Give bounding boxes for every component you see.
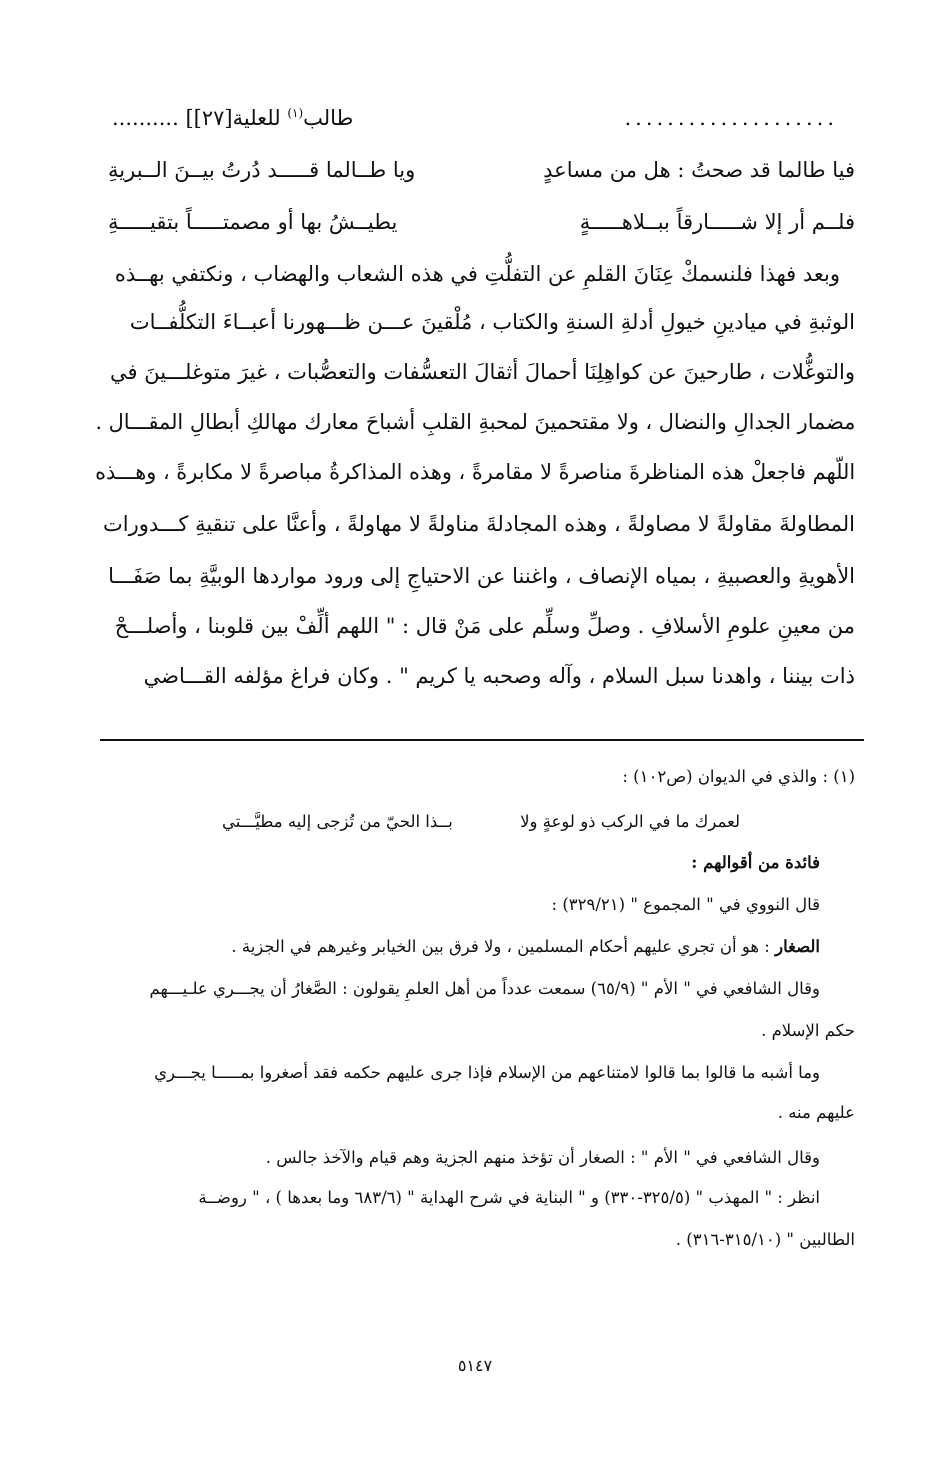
poem-line-2-right: فلــم أر إلا شـــــارقاً ببــلاهـــــةٍ [579,210,855,234]
poem-line-1-right: فيا طالما قد صحتُ : هل من مساعدٍ [543,158,855,182]
paragraph-line-6: المطاولةَ مقاولةً لا مصاولةً ، وهذه المجادلةَ مناولةً لا مهاولةً ، وأعنَّا على تنقيةِ كـــدورات [103,512,855,536]
header-word: طالب [303,106,354,130]
saghar-text: : هو أن تجري عليهم أحكام المسلمين ، ولا فرق بين الخيابر وغيرهم في الجزية . [231,937,770,956]
header-line-left [112,106,353,130]
ashbah-line-a: وما أشبه ما قالوا بما قالوا لامتناعهم من الإسلام فإذا جرى عليهم حكمه فقد أصغروا بمـــــا يجـــري [154,1063,820,1082]
saghar-line [231,937,820,956]
nawawi-line: قال النووي في " المجموع " (٣٢٩/٢١) : [551,895,820,914]
paragraph-line-2: الوثبةِ في ميادينِ خيولِ أدلةِ السنةِ والكتاب ، مُلْقينَ عـــن ظـــهورنا أعبــاءَ التكلُّفــات [129,310,855,334]
paragraph-line-7: الأهويةِ والعصبيةِ ، بمياه الإنصاف ، واغننا عن الاحتياجِ إلى ورود مواردها الوبيَّةِ بما صَفَـــا [108,564,855,588]
page-number: ٥١٤٧ [457,1356,493,1375]
paragraph-line-8: من معينِ علومِ الأسلافِ . وصلِّ وسلِّم على مَنْ قال : " اللهم ألِّفْ بين قلوبنا ، وأصلـــحْ [114,614,855,638]
faida-heading: فائدة من أقوالهم : [691,853,820,872]
header-continuation: للعلية[٢٧]] [185,106,281,130]
header-dots-right: .................... [624,106,838,130]
paragraph-line-1: وبعد فهذا فلنسمكْ عِنَانَ القلمِ عن التفلُّتِ في هذه الشعاب والهضاب ، ونكتفي بهــذه [114,262,840,286]
footnote-mark: (١) [287,106,304,120]
poem-line-1-left: ويا طــالما قـــــد دُرتُ بيــنَ الــبريةِ [108,158,416,182]
shafii-line-2: وقال الشافعي في " الأم " : الصغار أن تؤخذ منهم الجزية وهم قيام والآخذ جالس . [265,1148,820,1167]
shafii-line-1a: وقال الشافعي في " الأم " (٦٥/٩) سمعت عدداً من أهل العلمِ يقولون : الصَّغارُ أن يجـــري علـيـــهم [149,979,820,998]
shafii-line-1b: حكم الإسلام . [761,1021,855,1040]
paragraph-line-3: والتوغُّلات ، طارحينَ عن كواهِلِنَا أحمالَ أثقالَ التعسُّفات والتعصُّبات ، غيرَ متوغلـــينَ في [110,360,855,384]
footnote-verse-right: لعمرك ما في الركب ذو لوعةٍ ولا [520,812,740,831]
header-line [624,106,838,130]
paragraph-line-4: مضمار الجدالِ والنضال ، ولا مقتحمينَ لمحبةِ القلبِ أشباحَ معارك مهالكِ أبطالِ المقـــال . [95,410,855,434]
header-dots-left: .......... [112,106,179,130]
paragraph-line-5: اللّهم فاجعلْ هذه المناظرةَ مناصرةً لا مقامرةً ، وهذه المذاكرةُ مباصرةً لا مكابرةً ، وهـــذه [95,460,855,484]
unzur-line-b: الطالبين " (٣١٥/١٠-٣١٦) . [675,1230,855,1249]
paragraph-line-9: ذات بيننا ، واهدنا سبل السلام ، وآله وصحبه يا كريم " . وكان فراغ مؤلفه القـــاضي [143,664,855,688]
saghar-label: الصغار [775,937,820,956]
ashbah-line-b: عليهم منه . [777,1103,855,1122]
footnote-1: (١) : والذي في الديوان (ص١٠٢) : [622,767,855,786]
footnote-verse-left: بــذا الحيّ من تُزجى إليه مطيَّـــتي [222,812,453,831]
unzur-line-a: انظر : " المهذب " (٣٢٥/٥-٣٣٠) و " البناية في شرح الهداية " (٦٨٣/٦ وما بعدها ) ، " روضــة [198,1188,820,1207]
footnote-separator [100,739,864,741]
poem-line-2-left: يطيــشُ بها أو مصمتـــــاً بتقيـــــةِ [108,210,398,234]
